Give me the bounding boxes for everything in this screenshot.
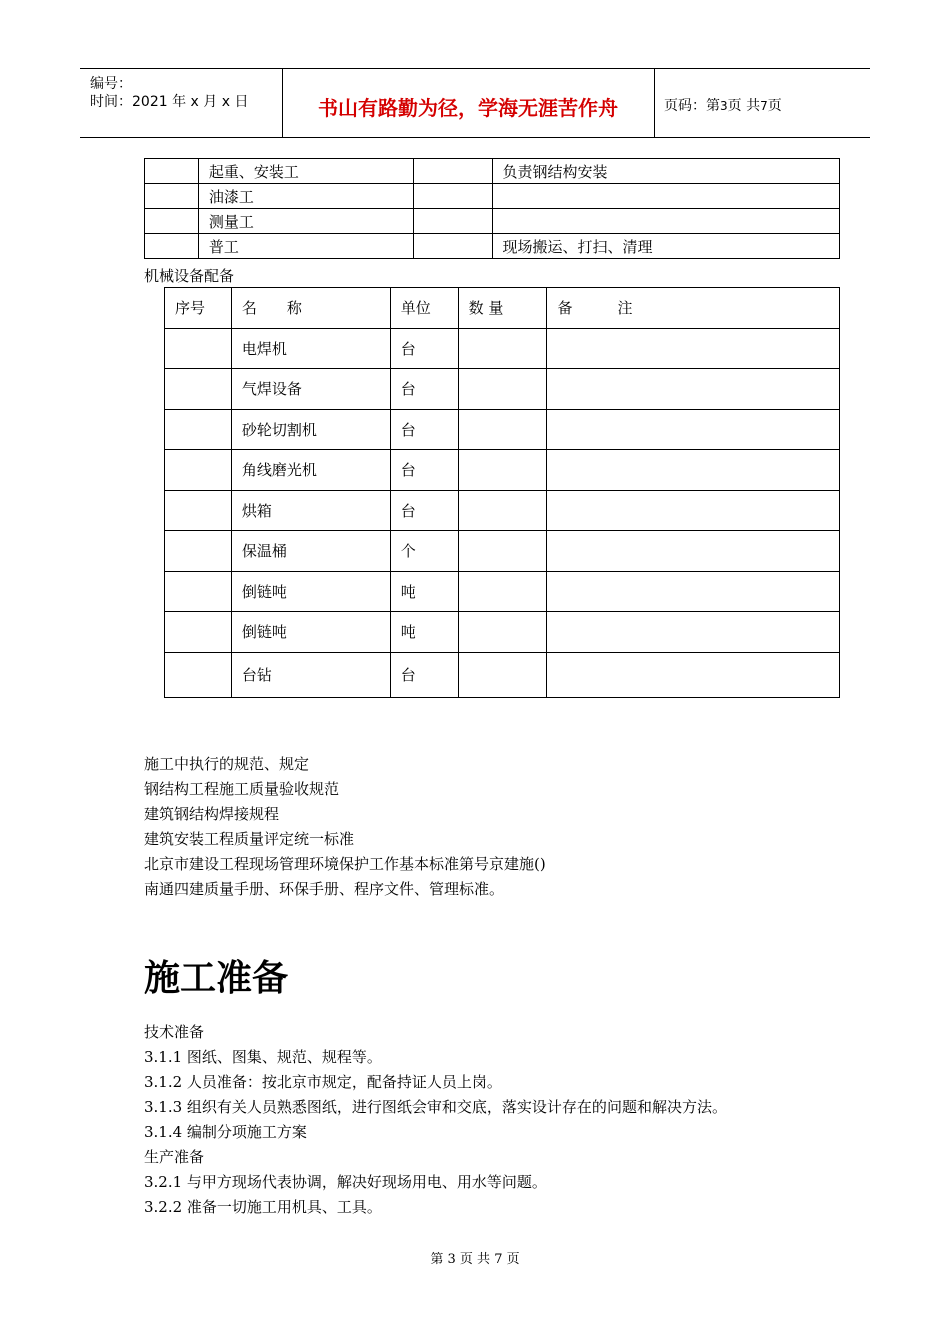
header-page-number	[664, 95, 782, 115]
note-cell	[547, 612, 840, 653]
header-unit: 单位	[390, 288, 458, 329]
name-cell: 角线磨光机	[231, 450, 390, 491]
unit-cell: 吨	[390, 612, 458, 653]
seq-cell	[165, 612, 232, 653]
prep-line: 3.1.4 编制分项施工方案	[144, 1123, 307, 1141]
section-title: 施工准备	[144, 958, 289, 999]
table-row	[165, 490, 840, 531]
seq-cell	[145, 209, 199, 234]
table-row	[165, 369, 840, 410]
note-cell	[547, 652, 840, 697]
unit-cell: 台	[390, 450, 458, 491]
seq-cell	[165, 450, 232, 491]
seq-cell	[145, 159, 199, 184]
prep-line: 3.1.2 人员准备：按北京市规定，配备持证人员上岗。	[144, 1073, 502, 1091]
qty-cell	[458, 328, 547, 369]
note-cell	[547, 369, 840, 410]
page-mid: 页 共	[727, 98, 761, 114]
seq-cell	[165, 369, 232, 410]
name-cell: 油漆工	[198, 184, 413, 209]
table-row	[145, 159, 840, 184]
note-cell	[492, 209, 840, 234]
header-note: 备 注	[547, 288, 840, 329]
unit-cell: 吨	[390, 571, 458, 612]
table-row	[165, 652, 840, 697]
name-cell: 电焊机	[231, 328, 390, 369]
table-row	[165, 328, 840, 369]
page-current: 3	[720, 99, 728, 113]
unit-cell: 台	[390, 409, 458, 450]
count-cell	[413, 209, 492, 234]
page-footer: 第 3 页 共 7 页	[430, 1252, 520, 1267]
page-total: 7	[760, 99, 768, 113]
qty-cell	[458, 531, 547, 572]
prep-line: 3.1.3 组织有关人员熟悉图纸，进行图纸会审和交底，落实设计存在的问题和解决方法。	[144, 1098, 727, 1116]
date-label: 时间：2021 年 x 月 x 日	[90, 94, 249, 110]
unit-cell: 台	[390, 369, 458, 410]
header-name: 名 称	[231, 288, 390, 329]
table-row	[165, 612, 840, 653]
table-row	[165, 409, 840, 450]
note-cell: 现场搬运、打扫、清理	[492, 234, 840, 259]
unit-cell: 台	[390, 490, 458, 531]
note-cell	[547, 409, 840, 450]
qty-cell	[458, 369, 547, 410]
table-row	[165, 571, 840, 612]
seq-cell	[165, 531, 232, 572]
header-motto	[282, 69, 655, 137]
name-cell: 测量工	[198, 209, 413, 234]
seq-cell	[165, 571, 232, 612]
table-row	[165, 531, 840, 572]
seq-cell	[165, 328, 232, 369]
table-header-row	[165, 288, 840, 329]
header-seq: 序号	[165, 288, 232, 329]
seq-cell	[145, 184, 199, 209]
motto-text: 书山有路勤为径，学海无涯苦作舟	[318, 95, 618, 120]
seq-cell	[165, 652, 232, 697]
note-cell	[547, 328, 840, 369]
page-header	[80, 68, 870, 138]
prep-line: 3.1.1 图纸、图集、规范、规程等。	[144, 1048, 382, 1066]
qty-cell	[458, 409, 547, 450]
table-row	[145, 184, 840, 209]
table-row	[165, 450, 840, 491]
name-cell: 倒链吨	[231, 571, 390, 612]
equipment-table	[164, 287, 840, 698]
standards-line: 北京市建设工程现场管理环境保护工作基本标准第号京建施()	[144, 855, 546, 873]
standards-line: 南通四建质量手册、环保手册、程序文件、管理标准。	[144, 880, 505, 898]
qty-cell	[458, 490, 547, 531]
name-cell: 普工	[198, 234, 413, 259]
table-row	[145, 234, 840, 259]
note-cell	[547, 490, 840, 531]
standards-line: 施工中执行的规范、规定	[144, 755, 310, 773]
count-cell	[413, 184, 492, 209]
note-cell	[547, 450, 840, 491]
unit-cell: 个	[390, 531, 458, 572]
count-cell	[413, 234, 492, 259]
header-meta	[80, 69, 283, 137]
name-cell: 台钻	[231, 652, 390, 697]
table-row	[145, 209, 840, 234]
prep-line: 技术准备	[144, 1023, 205, 1041]
page-prefix: 页码：第	[664, 98, 720, 114]
name-cell: 气焊设备	[231, 369, 390, 410]
standards-line: 钢结构工程施工质量验收规范	[144, 780, 340, 798]
unit-cell: 台	[390, 328, 458, 369]
count-cell	[413, 159, 492, 184]
prep-line: 3.2.2 准备一切施工用机具、工具。	[144, 1198, 382, 1216]
name-cell: 保温桶	[231, 531, 390, 572]
qty-cell	[458, 652, 547, 697]
number-label: 编号：	[90, 76, 132, 92]
qty-cell	[458, 571, 547, 612]
note-cell	[492, 184, 840, 209]
prep-line: 生产准备	[144, 1148, 205, 1166]
seq-cell	[165, 409, 232, 450]
equipment-title: 机械设备配备	[144, 267, 235, 285]
header-qty: 数 量	[458, 288, 547, 329]
name-cell: 烘箱	[231, 490, 390, 531]
note-cell	[547, 531, 840, 572]
name-cell: 起重、安装工	[198, 159, 413, 184]
qty-cell	[458, 612, 547, 653]
seq-cell	[165, 490, 232, 531]
note-cell: 负责钢结构安装	[492, 159, 840, 184]
standards-line: 建筑安装工程质量评定统一标准	[144, 830, 355, 848]
name-cell: 砂轮切割机	[231, 409, 390, 450]
note-cell	[547, 571, 840, 612]
seq-cell	[145, 234, 199, 259]
unit-cell: 台	[390, 652, 458, 697]
qty-cell	[458, 450, 547, 491]
prep-line: 3.2.1 与甲方现场代表协调，解决好现场用电、用水等问题。	[144, 1173, 547, 1191]
page-suffix: 页	[767, 98, 782, 114]
name-cell: 倒链吨	[231, 612, 390, 653]
standards-line: 建筑钢结构焊接规程	[144, 805, 280, 823]
worker-table	[144, 158, 840, 259]
